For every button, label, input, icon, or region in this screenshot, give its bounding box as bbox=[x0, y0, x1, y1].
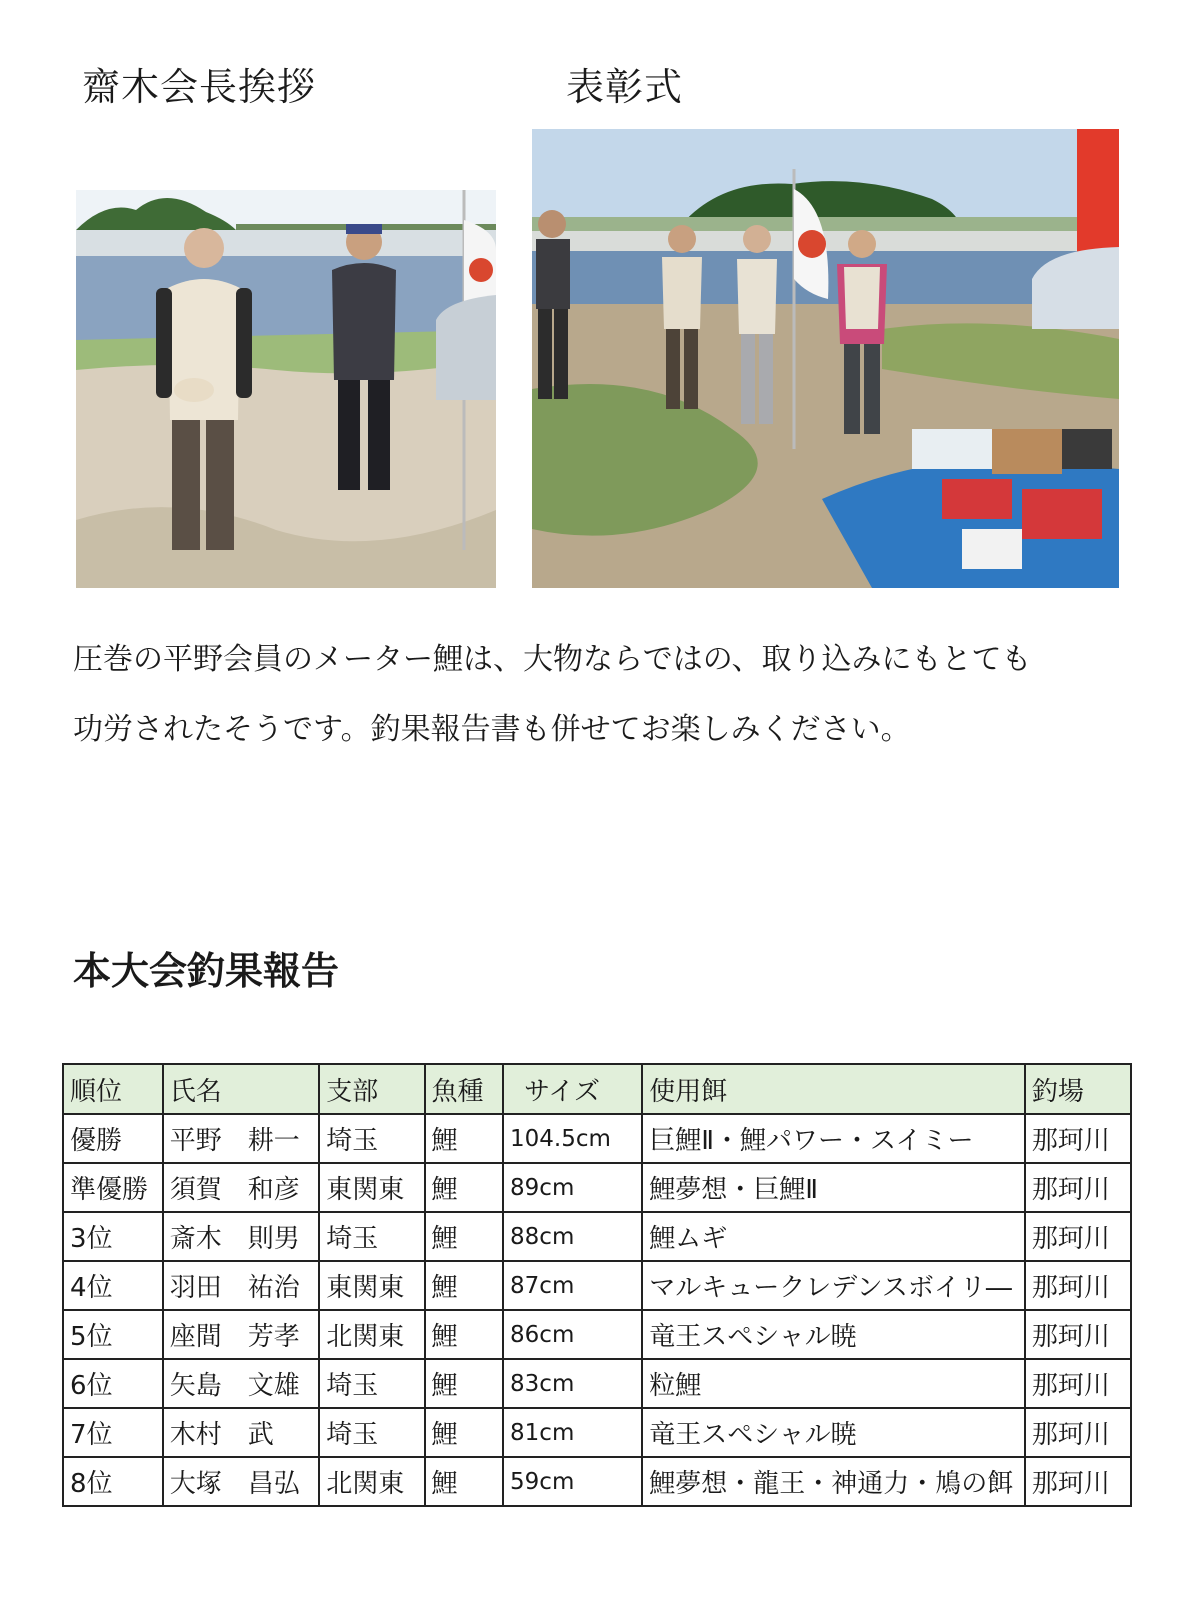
spot: 那珂川 bbox=[1025, 1114, 1131, 1163]
fish: 鯉 bbox=[425, 1359, 503, 1408]
header-size: サイズ bbox=[503, 1064, 642, 1114]
table-row bbox=[63, 1163, 1131, 1212]
spot: 那珂川 bbox=[1025, 1310, 1131, 1359]
fish: 鯉 bbox=[425, 1212, 503, 1261]
fish: 鯉 bbox=[425, 1310, 503, 1359]
report-paragraph bbox=[73, 625, 1133, 765]
bait: マルキュークレデンスボイリ― bbox=[642, 1261, 1025, 1310]
paragraph-line-2: 功労されたそうです。釣果報告書も併せてお楽しみください。 bbox=[73, 712, 911, 747]
size: 104.5cm bbox=[503, 1114, 642, 1163]
header-fish: 魚種 bbox=[425, 1064, 503, 1114]
size: 89cm bbox=[503, 1163, 642, 1212]
photo-caption-right: 表彰式 bbox=[566, 65, 684, 109]
rank: 8位 bbox=[63, 1457, 163, 1506]
branch: 埼玉 bbox=[319, 1408, 424, 1457]
bait: 鯉夢想・巨鯉Ⅱ bbox=[642, 1163, 1025, 1212]
size: 88cm bbox=[503, 1212, 642, 1261]
name: 須賀 和彦 bbox=[163, 1163, 319, 1212]
name: 矢島 文雄 bbox=[163, 1359, 319, 1408]
branch: 北関東 bbox=[319, 1310, 424, 1359]
spot: 那珂川 bbox=[1025, 1457, 1131, 1506]
bait: 竜王スペシャル暁 bbox=[642, 1310, 1025, 1359]
table-row bbox=[63, 1359, 1131, 1408]
table-row bbox=[63, 1261, 1131, 1310]
table-row bbox=[63, 1310, 1131, 1359]
bait: 鯉夢想・龍王・神通力・鳩の餌 bbox=[642, 1457, 1025, 1506]
photo-speech-scene bbox=[76, 190, 496, 588]
header-branch: 支部 bbox=[319, 1064, 424, 1114]
bait: 粒鯉 bbox=[642, 1359, 1025, 1408]
results-header-row bbox=[63, 1064, 1131, 1114]
size: 59cm bbox=[503, 1457, 642, 1506]
rank: 準優勝 bbox=[63, 1163, 163, 1212]
rank: 6位 bbox=[63, 1359, 163, 1408]
spot: 那珂川 bbox=[1025, 1359, 1131, 1408]
header-bait: 使用餌 bbox=[642, 1064, 1025, 1114]
rank: 5位 bbox=[63, 1310, 163, 1359]
fish: 鯉 bbox=[425, 1408, 503, 1457]
rank: 4位 bbox=[63, 1261, 163, 1310]
branch: 埼玉 bbox=[319, 1114, 424, 1163]
name: 平野 耕一 bbox=[163, 1114, 319, 1163]
table-row bbox=[63, 1457, 1131, 1506]
name: 羽田 祐治 bbox=[163, 1261, 319, 1310]
name: 大塚 昌弘 bbox=[163, 1457, 319, 1506]
size: 87cm bbox=[503, 1261, 642, 1310]
table-row bbox=[63, 1212, 1131, 1261]
results-table bbox=[62, 1063, 1132, 1507]
photo-award-ceremony-scene bbox=[532, 129, 1119, 588]
size: 86cm bbox=[503, 1310, 642, 1359]
fish: 鯉 bbox=[425, 1457, 503, 1506]
header-rank: 順位 bbox=[63, 1064, 163, 1114]
rank: 7位 bbox=[63, 1408, 163, 1457]
spot: 那珂川 bbox=[1025, 1212, 1131, 1261]
spot: 那珂川 bbox=[1025, 1163, 1131, 1212]
bait: 巨鯉Ⅱ・鯉パワー・スイミー bbox=[642, 1114, 1025, 1163]
rank: 優勝 bbox=[63, 1114, 163, 1163]
branch: 東関東 bbox=[319, 1261, 424, 1310]
fish: 鯉 bbox=[425, 1114, 503, 1163]
header-spot: 釣場 bbox=[1025, 1064, 1131, 1114]
photo-caption-left: 齋木会長挨拶 bbox=[82, 65, 317, 109]
table-row bbox=[63, 1114, 1131, 1163]
results-title: 本大会釣果報告 bbox=[73, 949, 340, 993]
bait: 竜王スペシャル暁 bbox=[642, 1408, 1025, 1457]
bait: 鯉ムギ bbox=[642, 1212, 1025, 1261]
branch: 北関東 bbox=[319, 1457, 424, 1506]
table-row bbox=[63, 1408, 1131, 1457]
fish: 鯉 bbox=[425, 1261, 503, 1310]
name: 木村 武 bbox=[163, 1408, 319, 1457]
branch: 東関東 bbox=[319, 1163, 424, 1212]
fish: 鯉 bbox=[425, 1163, 503, 1212]
spot: 那珂川 bbox=[1025, 1261, 1131, 1310]
branch: 埼玉 bbox=[319, 1212, 424, 1261]
size: 83cm bbox=[503, 1359, 642, 1408]
paragraph-line-1: 圧巻の平野会員のメーター鯉は、大物ならではの、取り込みにもとても bbox=[73, 642, 1032, 677]
rank: 3位 bbox=[63, 1212, 163, 1261]
name: 斎木 則男 bbox=[163, 1212, 319, 1261]
size: 81cm bbox=[503, 1408, 642, 1457]
branch: 埼玉 bbox=[319, 1359, 424, 1408]
spot: 那珂川 bbox=[1025, 1408, 1131, 1457]
header-name: 氏名 bbox=[163, 1064, 319, 1114]
name: 座間 芳孝 bbox=[163, 1310, 319, 1359]
